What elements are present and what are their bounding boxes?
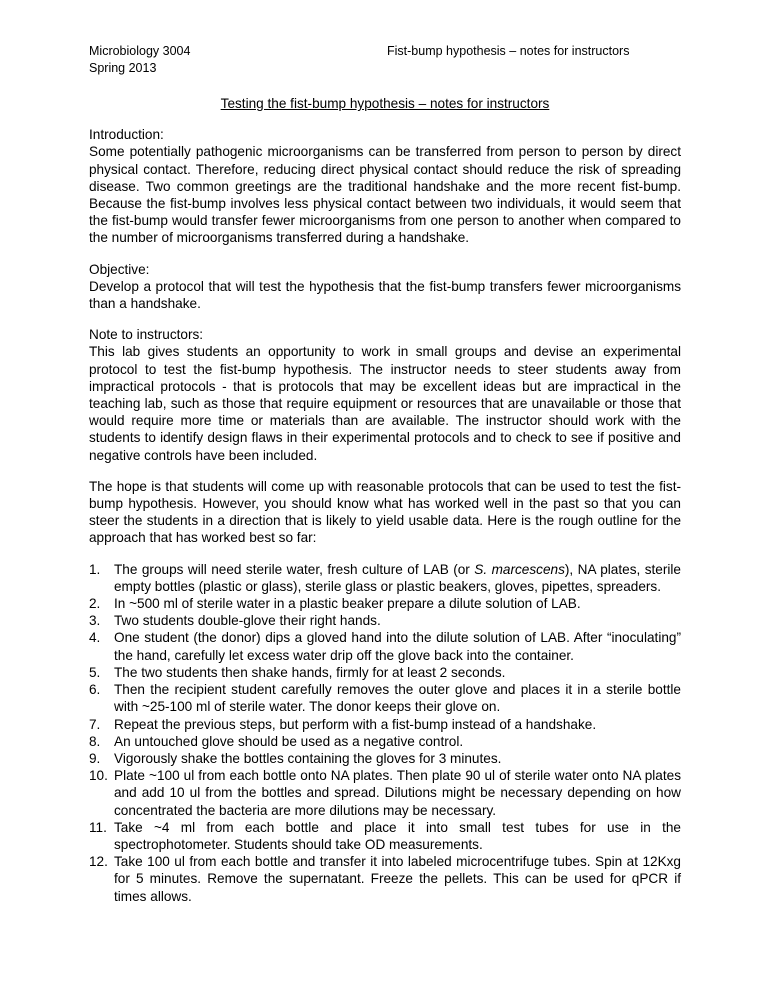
objective-heading: Objective: xyxy=(89,261,150,277)
protocol-step xyxy=(89,819,681,853)
page-header-left xyxy=(89,43,190,77)
step-number: 9. xyxy=(89,750,101,766)
step-number: 6. xyxy=(89,682,101,698)
step-text: Plate ~100 ul from each bottle onto NA plates. Then plate 90 ul of sterile water onto NA plates and add 10 ul from the bottles and spread. Dilutions might be necessary depending on how concentrated the bacteria are more dilutions may be necessary. xyxy=(114,768,681,818)
protocol-step xyxy=(89,853,681,905)
protocol-step xyxy=(89,595,681,612)
step-text: Take 100 ul from each bottle and transfer it into labeled microcentrifuge tubes. Spin at 12Kxg for 5 minutes. Remove the supernatant. Freeze the pellets. This can be used for qPCR if times allows. xyxy=(114,854,681,904)
document-title: Testing the fist-bump hypothesis – notes for instructors xyxy=(220,96,550,111)
step-number: 11. xyxy=(89,819,107,835)
step-number: 2. xyxy=(89,596,101,612)
page-header-right xyxy=(387,43,629,60)
step-text: An untouched glove should be used as a negative control. xyxy=(114,733,464,749)
document-body xyxy=(89,95,681,905)
step-text: Take ~4 ml from each bottle and place it into small test tubes for use in the spectrophotometer. Students should take OD measurements. xyxy=(114,819,681,852)
step-text: Repeat the previous steps, but perform with a fist-bump instead of a handshake. xyxy=(114,716,597,732)
hope-paragraph: The hope is that students will come up with reasonable protocols that can be used to test the fist-bump hypothesis. However, you should know what has worked well in the past so that you can steer the students in a direction that is likely to yield usable data. Here is the rough outline for the approach that has worked best so far: xyxy=(89,478,681,546)
step-text: Two students double-glove their right hands. xyxy=(114,613,381,629)
note-text: This lab gives students an opportunity to work in small groups and devise an experimental protocol to test the fist-bump hypothesis. The instructor needs to steer students away from impractical protocols - that is protocols that may be excellent ideas but are impractical in the teaching lab, such as those that require equipment or resources that are unavailable or those that would require more time or materials than are available. The instructor should work with the students to identify design flaws in their experimental protocols and to check to see if positive and negative controls have been included. xyxy=(89,344,681,463)
species-name: S. marcescens xyxy=(474,561,565,577)
protocol-step xyxy=(89,716,681,733)
protocol-step xyxy=(89,767,681,819)
introduction-heading: Introduction: xyxy=(89,127,164,143)
protocol-step xyxy=(89,733,681,750)
protocol-step xyxy=(89,750,681,767)
protocol-step xyxy=(89,664,681,681)
running-title: Fist-bump hypothesis – notes for instructors xyxy=(387,44,630,58)
step-number: 8. xyxy=(89,733,101,749)
note-heading: Note to instructors: xyxy=(89,327,204,343)
step-number: 12. xyxy=(89,854,108,870)
course-name: Microbiology 3004 xyxy=(89,44,191,58)
step-number: 10. xyxy=(89,768,108,784)
step-text: The two students then shake hands, firmly for at least 2 seconds. xyxy=(114,664,506,680)
step-number: 4. xyxy=(89,630,101,646)
step-number: 7. xyxy=(89,716,101,732)
step-number: 5. xyxy=(89,664,101,680)
protocol-steps-list xyxy=(89,561,681,905)
step-number: 1. xyxy=(89,561,101,577)
objective-text: Develop a protocol that will test the hypothesis that the fist-bump transfers fewer microorganisms than a handshake. xyxy=(89,278,681,312)
protocol-step xyxy=(89,681,681,715)
step-text: The groups will need sterile water, fresh culture of LAB (or S. marcescens), NA plates, sterile empty bottles (plastic or glass), sterile glass or plastic beakers, gloves, pipettes, spreaders. xyxy=(114,561,681,594)
step-text: Vigorously shake the bottles containing the gloves for 3 minutes. xyxy=(114,750,502,766)
course-term: Spring 2013 xyxy=(89,61,157,75)
step-text: Then the recipient student carefully removes the outer glove and places it in a sterile bottle with ~25-100 ml of sterile water. The donor keeps their glove on. xyxy=(114,682,681,715)
protocol-step xyxy=(89,629,681,663)
step-text: In ~500 ml of sterile water in a plastic beaker prepare a dilute solution of LAB. xyxy=(114,596,581,612)
introduction-text: Some potentially pathogenic microorganisms can be transferred from person to person by direct physical contact. Therefore, reducing direct physical contact should reduce the risk of spreading disease. Two common greetings are the traditional handshake and the more recent fist-bump. Because the fist-bump involves less physical contact between two individuals, it would seem that the fist-bump would transfer fewer microorganisms from one person to another when compared to the number of microorganisms transferred during a handshake. xyxy=(89,144,681,246)
protocol-step xyxy=(89,561,681,595)
protocol-step xyxy=(89,612,681,629)
step-text: One student (the donor) dips a gloved hand into the dilute solution of LAB. After “inoculating” the hand, carefully let excess water drip off the glove back into the container. xyxy=(114,630,681,663)
step-number: 3. xyxy=(89,613,101,629)
